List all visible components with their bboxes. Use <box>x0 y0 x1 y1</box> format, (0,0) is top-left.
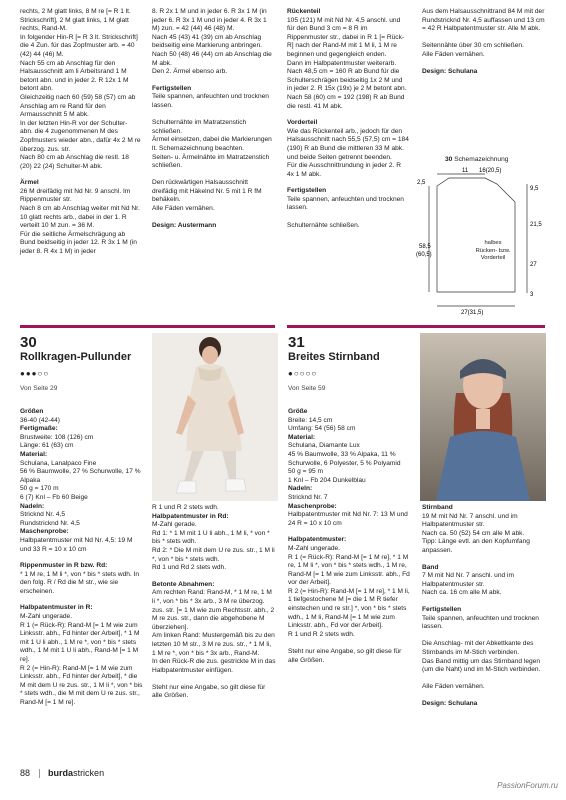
page-number: 88 <box>20 768 31 778</box>
section-rule <box>287 325 545 328</box>
pattern-31-column-2 <box>422 504 546 708</box>
section-heading: Betonte Abnahmen: <box>152 580 215 588</box>
section-heading: Material: <box>20 450 48 458</box>
dim-label: 21,5 <box>530 222 542 228</box>
top-column-4 <box>422 8 548 76</box>
pattern-31-column-1 <box>288 408 412 665</box>
section-heading: Halbpatentmuster: <box>288 536 347 544</box>
paragraph: M-Zahl gerade. Rd 1: * 1 M mit 1 U li abh., 1 M li, * von * bis * stets wdh. Rd 2: * Die M mit dem U re zus. str., 1 M li *, von * bis * stets wdh. Rd 1 und Rd 2 stets wdh. <box>152 521 275 572</box>
design-credit: Design: Schulana <box>422 67 478 75</box>
paragraph: M-Zahl ungerade. R 1 (= Rück-R): Rand-M [= 1 M wie zum Linksstr. abh., Fd hinter der Arbeit], * 1 M mit 1 U li abh., 1 M re *, von * bis * stets wdh., 1 M mit 1 U li abh., Rand-M [= 1 M re]. R 2 (= Hin-R): Rand-M [= 1 M wie zum Linksstr. abh., Fd hinter der Arbeit], * die M mit dem U re zus. str., 1 M li *, von * bis * stets wdh., die M mit dem U re zus. str., Rand-M [= 1 M re]. <box>20 613 143 706</box>
section-heading: Fertigstellen <box>422 605 462 613</box>
dim-label: 3 <box>530 292 534 298</box>
section-heading: Rippenmuster in R bzw. Rd: <box>20 562 108 570</box>
paragraph: Halbpatentmuster mit Nd Nr. 4,5: 19 M und 33 R = 10 x 10 cm <box>20 536 133 553</box>
pattern-31-header <box>288 335 418 394</box>
top-column-2 <box>152 8 274 230</box>
dim-label: 58,5 <box>419 244 431 250</box>
paragraph: Teile spannen, anfeuchten und trocknen lassen. Schulternähte im Matratzenstich schließen. Ärmel einsetzen, dabei die Markierungen lt. Schemazeichnung beachten. Seiten- u. Ärmelnähte im Matratzenstich schließen. Den rückwärtigen Halsausschnitt dreifädig mit Häkelnd Nr. 5 mit 1 R fM behäkeln. Alle Fäden vernähen. <box>152 93 272 213</box>
difficulty-rating: ●●●○○ <box>20 369 50 378</box>
paragraph: Wie das Rückenteil arb., jedoch für den Halsausschnitt nach 55,5 (57,5) cm = 184 (190) R ab Bund die mittleren 33 M abk. und beide Seiten getrennt beenden. Für die Ausschnittrundung in jeder 2. R 4x 1 M abk. <box>287 127 409 178</box>
section-heading: Stirnband <box>422 504 453 511</box>
section-heading: Maschenprobe: <box>20 528 69 536</box>
schema-title: Schemazeichnung <box>454 156 509 163</box>
design-credit: Design: Schulana <box>422 699 478 707</box>
top-column-1 <box>20 8 142 257</box>
paragraph: Stricknd Nr. 7 <box>288 493 328 501</box>
paragraph: rechts, 2 M glatt links, 8 M re [= R 1 lt. Strickschrift], 2 M glatt links, 1 M glatt rechts, Rand-M. In folgender Hin-R [= R 3 lt. Strickschrift] die 4 Zun. für das Zopfmuster arb. = 40 (42) 44 (46) M. Nach 55 cm ab Anschlag für den Halsausschnitt am li Arbeitsrand 1 M betont abn. und in jeder 2. R 12x 1 M betont abn. Gleichzeitig nach 60 (59) 58 (57) cm ab Anschlag am re Rand für den Armausschnitt 5 M abk. In der letzten Hin-R vor der Schulter- abn. die 4 zugenommenen M des Zopfmusters wieder abn., dafür 4x 2 M re überzog. zus. str. Nach 80 cm ab Anschlag die restl. 18 (20) 22 (24) Schulter-M abk. <box>20 8 141 170</box>
pattern-number: 30 <box>20 334 37 351</box>
section-heading: Fertigmaße: <box>20 425 58 433</box>
page-footer <box>20 768 104 779</box>
pattern-number: 31 <box>288 334 305 351</box>
dim-label: 2,5 <box>417 180 426 186</box>
dim-label: 27 <box>530 262 537 268</box>
paragraph: Halbpatentmuster mit Nd Nr. 7: 13 M und 24 R = 10 x 10 cm <box>288 511 408 527</box>
paragraph: Schulana, Lanalpaco Fine 56 % Baumwolle, 27 % Schurwolle, 17 % Alpaka 50 g = 170 m 6 (7) Knl – Fb 60 Beige <box>20 459 141 501</box>
paragraph: M-Zahl ungerade. R 1 (= Rück-R): Rand-M [= 1 M re], * 1 M re, 1 M li *, von * bis * stets wdh., 1 M re, Rand-M [= 1 M wie zum Linksstr. abh., Fd vor der Arbeit]. R 2 (= Hin-R): Rand-M [= 1 M re], * 1 M li, 1 tiefgestochene M [= die 1 M R tiefer einstechen und re str.] *, von * bis * stets wdh., 1 M li, Rand-M [= 1 M wie zum Linksstr. abh., Fd vor der Arbeit]. R 1 und R 2 stets wdh. Steht nur eine Angabe, so gilt diese für alle Größen. <box>288 544 410 664</box>
dim-label: 16(20,5) <box>479 168 502 174</box>
paragraph: Teile spannen, anfeuchten und trocknen lassen. Schulternähte schließen. <box>287 195 404 229</box>
schema-label: halbes Rücken- bzw. Vorderteil <box>475 240 511 261</box>
paragraph: 36-40 (42-44) <box>20 416 60 424</box>
paragraph: * 1 M re, 1 M li *, von * bis * stets wdh. In den folg. R / Rd die M str., wie sie erscheinen. <box>20 570 140 595</box>
headband-photo <box>420 333 546 501</box>
pattern-30-column-2 <box>152 504 276 701</box>
dim-label: 27(31,5) <box>461 310 484 316</box>
page-reference: Von Seite 29 <box>20 385 58 392</box>
section-heading: Vorderteil <box>287 119 318 127</box>
pullover-photo <box>152 333 278 501</box>
top-column-3 <box>287 8 409 230</box>
section-heading: Halbpatentmuster in Rd: <box>152 512 229 520</box>
section-heading: Ärmel <box>20 179 39 187</box>
dim-label: 11 <box>462 168 469 174</box>
pattern-30-header <box>20 335 160 394</box>
section-heading: Rückenteil <box>287 8 321 15</box>
section-rule <box>20 325 275 328</box>
section-heading: Band <box>422 563 439 571</box>
paragraph: R 1 und R 2 stets wdh. <box>152 504 219 511</box>
schema-caption <box>445 156 555 165</box>
section-heading: Größe <box>288 408 308 415</box>
schema-number: 30 <box>445 156 453 163</box>
brand-name: burda <box>48 768 74 778</box>
design-credit: Design: Austermann <box>152 221 217 229</box>
section-heading: Halbpatentmuster in R: <box>20 604 93 612</box>
pattern-title: Breites Stirnband <box>288 351 380 363</box>
dim-label: 9,5 <box>530 186 539 192</box>
page-reference: Von Seite 59 <box>288 385 326 392</box>
dim-label: (60,5) <box>416 252 432 258</box>
pattern-30-column-1 <box>20 408 144 708</box>
section-heading: Fertigstellen <box>152 84 192 92</box>
paragraph: Aus dem Halsausschnittrand 84 M mit der Rundstricknd Nr. 4,5 auffassen und 13 cm = 42 R Halbpatentmuster str. Alle M abk. Seitennähte über 30 cm schließen. Alle Fäden vernähen. <box>422 8 545 58</box>
paragraph: 8. R 2x 1 M und in jeder 6. R 3x 1 M (in jeder 6. R 3x 1 M und in jeder 4. R 3x 1 M) zun. = 42 (44) 46 (48) M. Nach 45 (43) 41 (39) cm ab Anschlag beidseitig eine Markierung anbringen. Nach 50 (48) 46 (44) cm ab Anschlag die M abk. Den 2. Ärmel ebenso arb. <box>152 8 272 76</box>
paragraph: 26 M dreifädig mit Nd Nr. 9 anschl. Im Rippenmuster str. Nach 8 cm ab Anschlag weiter mit Nd Nr. 10 glatt rechts arb., dabei in der 1. R verteilt 10 M zun. = 36 M. Für die seitliche Ärmelschrägung ab Bund beidseitig in jeder 12. R 3x 1 M (in jeder 8. R 4x 1 M) in jeder <box>20 187 140 256</box>
paragraph: 7 M mit Nd Nr. 7 anschl. und im Halbpatentmuster str. Nach ca. 16 cm alle M abk. <box>422 572 514 597</box>
paragraph: Am rechten Rand: Rand-M, * 1 M re, 1 M li *, von * bis * 3x arb., 3 M re überzog. zus. str. [= 1 M wie zum Rechtsstr. abh., 2 M re zus. str., dann die abgehobene M überziehen]. Am linken Rand: Mustergemäß bis zu den letzten 10 M str., 3 M re zus. str., * 1 M li, 1 M re *, von * bis * 3x arb., Rand-M. In den Rück-R die zus. gestrickte M in das Halbpatentmuster einfügen. Steht nur eine Angabe, so gilt diese für alle Größen. <box>152 589 276 700</box>
paragraph: Schulana, Diamante Lux 45 % Baumwolle, 33 % Alpaka, 11 % Schurwolle, 6 Polyester, 5 % Polyamid 50 g = 95 m 1 Knl – Fb 204 Dunkelblau <box>288 442 401 484</box>
watermark: PassionForum.ru <box>497 781 558 790</box>
section-heading: Material: <box>288 433 316 441</box>
section-heading: Nadeln: <box>20 502 45 510</box>
paragraph: Brustweite: 108 (126) cm Länge: 61 (63) cm <box>20 433 94 450</box>
section-heading: Maschenprobe: <box>288 502 337 510</box>
section-heading: Größen <box>20 408 44 415</box>
difficulty-rating: ●○○○○ <box>288 369 318 378</box>
paragraph: Stricknd Nr. 4,5 Rundstricknd Nr. 4,5 <box>20 511 80 527</box>
paragraph: 105 (121) M mit Nd Nr. 4,5 anschl. und für den Bund 3 cm = 8 R im Rippenmuster str., dabei in R 1 [= Rück-R] nach der Rand-M mit 1 M li, 1 M re beginnen und gegengleich enden. Dann im Halbpatentmuster weiterarb. Nach 48,5 cm = 160 R ab Bund für die Schulterschrägen beidseitig 1x 2 M und in jeder 2. R 15x (19x) je 2 M betont abn. Nach 58 (60) cm = 192 (198) R ab Bund die restl. 41 M abk. <box>287 16 407 110</box>
brand-suffix: stricken <box>73 768 105 778</box>
paragraph: Breite: 14,5 cm Umfang: 54 (56) 58 cm <box>288 416 356 433</box>
paragraph: 19 M mit Nd Nr. 7 anschl. und im Halbpatentmuster str. Nach ca. 50 (52) 54 cm alle M abk. Tipp: Länge evtl. an den Kopfumfang anpassen. <box>422 512 530 554</box>
section-heading: Fertigstellen <box>287 187 327 195</box>
pattern-title: Rollkragen-Pullunder <box>20 351 132 363</box>
section-heading: Nadeln: <box>288 485 313 493</box>
paragraph: Teile spannen, anfeuchten und trocknen lassen. Die Anschlag- mit der Abkettkante des Stirnbands im M-Stich verbinden. Das Band mittig um das Stirnband legen (um die Naht) und im M-Stich verbinden. Alle Fäden vernähen. <box>422 614 541 691</box>
